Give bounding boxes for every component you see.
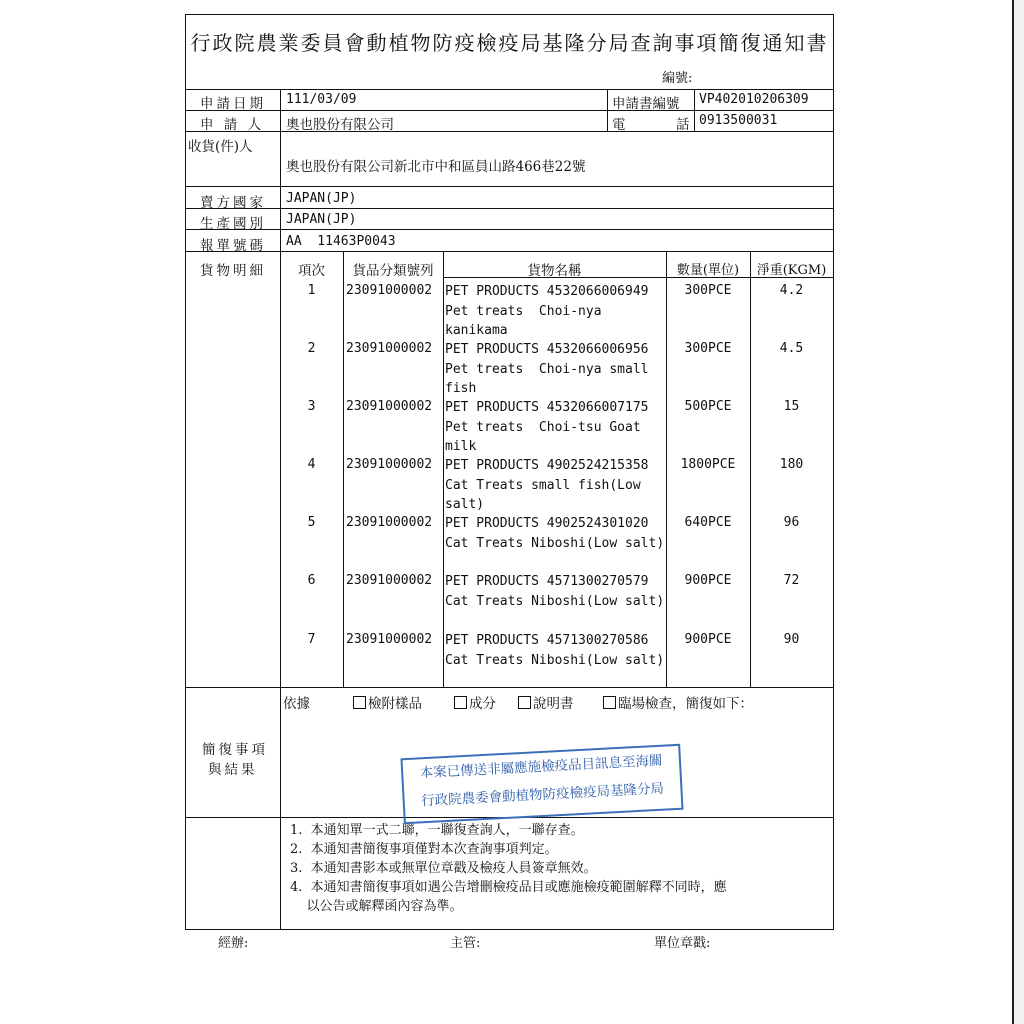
option-sample-label: 檢附樣品 [368, 696, 422, 712]
goods-name: PET PRODUCTS 4571300270579 Cat Treats Niboshi(Low salt) [445, 574, 665, 609]
goods-item-number: 7 [307, 632, 316, 647]
goods-quantity: 500PCE [684, 399, 732, 414]
checkbox-icon [518, 696, 531, 709]
application-number-value: VP402010206309 [699, 92, 809, 107]
phone-value: 0913500031 [699, 113, 778, 128]
goods-quantity: 300PCE [684, 283, 732, 298]
goods-hs-code: 23091000002 [346, 341, 433, 356]
goods-weight: 90 [783, 632, 800, 647]
goods-hs-code: 23091000002 [346, 573, 433, 588]
seller-country-label: 賣方國家 [200, 195, 266, 211]
rule [607, 89, 608, 131]
option-sample [353, 692, 422, 712]
goods-name: PET PRODUCTS 4532066007175 Pet treats Choi-tsu Goat milk [445, 400, 649, 454]
goods-quantity: 1800PCE [680, 457, 736, 472]
notes-list [290, 821, 727, 916]
apply-date-label: 申請日期 [200, 96, 266, 112]
goods-weight: 72 [783, 573, 800, 588]
applicant-label: 申 請 人 [200, 117, 265, 133]
option-inspection [603, 692, 753, 712]
checkbox-icon [603, 696, 616, 709]
stamp-line1: 本案已傳送非屬應施檢疫品目訊息至海關 [419, 752, 663, 782]
goods-header-quantity: 數量(單位) [676, 263, 740, 278]
phone-label-first: 電 [612, 117, 626, 133]
goods-name: PET PRODUCTS 4902524215358 Cat Treats small fish(Low salt) [445, 458, 649, 512]
goods-weight: 15 [783, 399, 800, 414]
consignee-value: 奧也股份有限公司新北市中和區員山路466巷22號 [286, 159, 586, 175]
goods-weight: 180 [779, 457, 804, 472]
handler-label: 經辦: [218, 936, 249, 951]
goods-item-number: 5 [307, 515, 316, 530]
document-number-label: 編號: [662, 71, 693, 86]
rule [186, 687, 833, 688]
applicant-value: 奧也股份有限公司 [286, 117, 394, 133]
goods-name: PET PRODUCTS 4571300270586 Cat Treats Niboshi(Low salt) [445, 633, 665, 668]
rule [186, 110, 833, 111]
goods-quantity: 900PCE [684, 573, 732, 588]
goods-name: PET PRODUCTS 4532066006956 Pet treats Choi-nya small fish [445, 342, 649, 396]
checkbox-icon [454, 696, 467, 709]
goods-hs-code: 23091000002 [346, 632, 433, 647]
declaration-value: AA 11463P0043 [286, 234, 396, 249]
rule [343, 251, 344, 687]
apply-date-value: 111/03/09 [286, 92, 357, 107]
goods-header-code: 貨品分類號列 [352, 263, 434, 279]
phone-label-second: 話 [676, 117, 690, 133]
option-manual-label: 說明書 [533, 696, 574, 712]
option-ingredients [454, 692, 496, 712]
goods-hs-code: 23091000002 [346, 457, 433, 472]
rule [443, 251, 444, 687]
rule [186, 251, 833, 252]
goods-header-name: 貨物名稱 [527, 263, 582, 279]
rule [186, 131, 833, 132]
goods-hs-code: 23091000002 [346, 515, 433, 530]
label-column-rule [280, 89, 281, 929]
goods-weight: 4.5 [779, 341, 804, 356]
rule [186, 89, 833, 90]
goods-item-number: 2 [307, 341, 316, 356]
seller-country-value: JAPAN(JP) [286, 191, 357, 206]
rule [694, 89, 695, 131]
note-item: 以公告或解釋函內容為準。 [290, 899, 463, 914]
rule [186, 208, 833, 209]
goods-item-number: 4 [307, 457, 316, 472]
goods-quantity: 640PCE [684, 515, 732, 530]
page-edge [1012, 0, 1024, 1024]
goods-weight: 96 [783, 515, 800, 530]
goods-name: PET PRODUCTS 4902524301020 Cat Treats Niboshi(Low salt) [445, 516, 665, 551]
goods-item-number: 1 [307, 283, 316, 298]
goods-hs-code: 23091000002 [346, 399, 433, 414]
goods-header-item: 項次 [298, 263, 325, 279]
note-item: 1. 本通知單一式二聯，一聯復查詢人，一聯存查。 [290, 823, 584, 838]
rule [186, 229, 833, 230]
origin-value: JAPAN(JP) [286, 212, 357, 227]
goods-item-number: 3 [307, 399, 316, 414]
stamp-line2: 行政院農委會動植物防疫檢疫局基隆分局 [420, 780, 665, 810]
reply-label-line1: 簡復事項 [202, 742, 268, 758]
origin-label: 生產國別 [200, 216, 266, 232]
note-item: 4. 本通知書簡復事項如遇公告增刪檢疫品目或應施檢疫範圍解釋不同時，應 [290, 880, 727, 895]
seal-label: 單位章戳: [654, 936, 711, 951]
goods-weight: 4.2 [779, 283, 804, 298]
reply-label-line2: 與結果 [208, 762, 258, 778]
basis-label: 依據 [283, 696, 310, 712]
option-inspection-label: 臨場檢查，簡復如下： [618, 696, 753, 712]
goods-label: 貨物明細 [200, 263, 266, 279]
consignee-label: 收貨(件)人 [188, 139, 253, 155]
document-title: 行政院農業委員會動植物防疫檢疫局基隆分局查詢事項簡復通知書 [190, 31, 829, 55]
declaration-label: 報單號碼 [200, 238, 266, 254]
goods-quantity: 900PCE [684, 632, 732, 647]
goods-quantity: 300PCE [684, 341, 732, 356]
goods-header-weight: 淨重(KGM) [756, 263, 827, 278]
note-item: 2. 本通知書簡復事項僅對本次查詢事項判定。 [290, 842, 558, 857]
option-ingredients-label: 成分 [469, 696, 496, 712]
supervisor-label: 主管: [450, 936, 481, 951]
option-manual [518, 692, 574, 712]
checkbox-icon [353, 696, 366, 709]
rule [186, 186, 833, 187]
application-number-label: 申請書編號 [612, 96, 680, 112]
note-item: 3. 本通知書影本或無單位章戳及檢疫人員簽章無效。 [290, 861, 597, 876]
goods-name: PET PRODUCTS 4532066006949 Pet treats Choi-nya kanikama [445, 284, 649, 338]
goods-item-number: 6 [307, 573, 316, 588]
goods-hs-code: 23091000002 [346, 283, 433, 298]
